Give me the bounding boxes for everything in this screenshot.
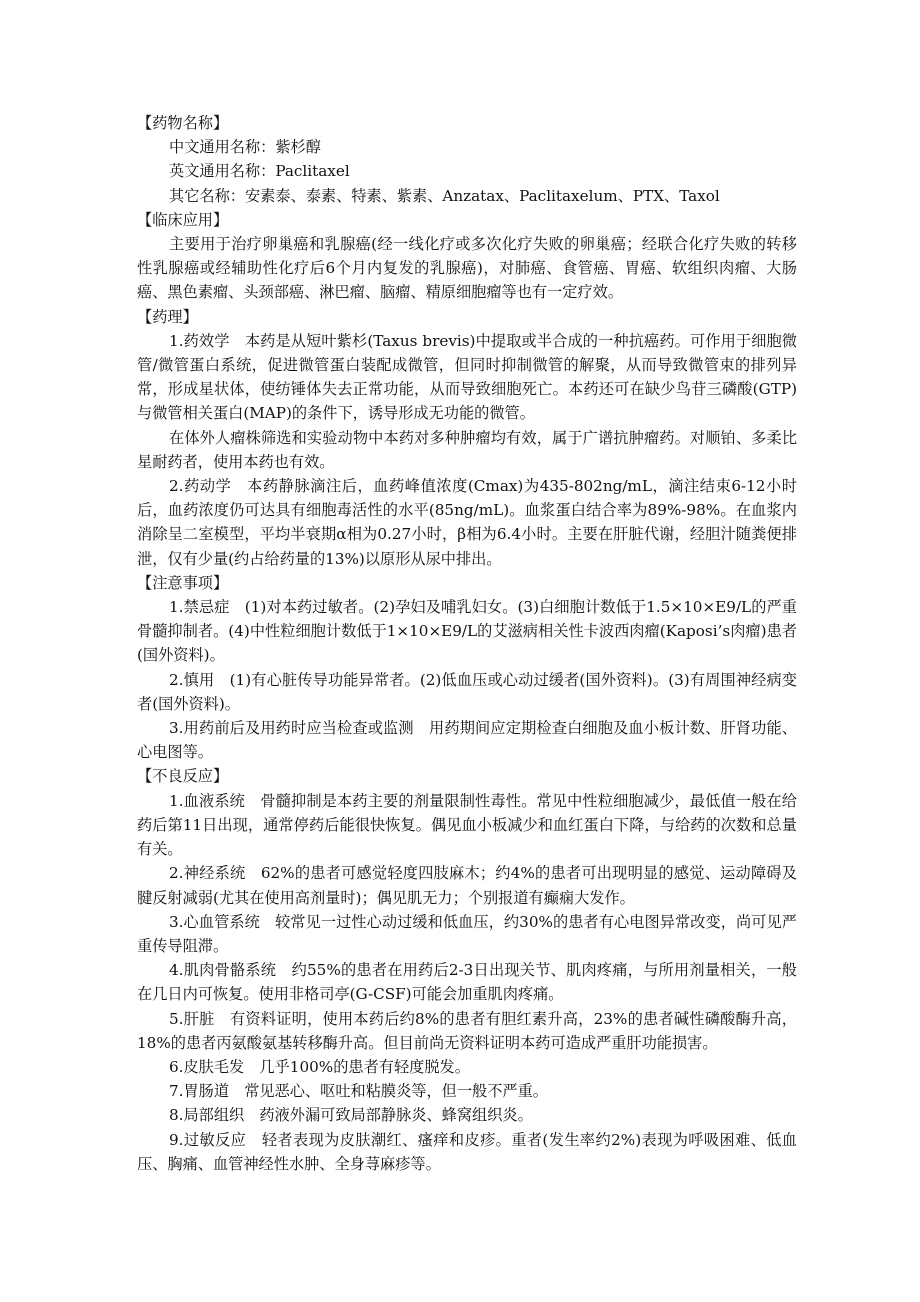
adverse-skin-paragraph: 6.皮肤毛发 几乎100%的患者有轻度脱发。 — [169, 1057, 470, 1076]
pharmacokinetics-paragraph: 2.药动学 本药静脉滴注后，血药峰值浓度(Cmax)为435-802ng/mL，滴注结束6-12小时后，血药浓度仍可达具有细胞毒活性的水平(85ng/mL)。血浆蛋白结合率为89%-98%。在血浆内消除呈二室模型，平均半衰期α相为0.27小时，β相为6.4小时。主要在肝脏代谢，经胆汁随粪便排泄，仅有少量(约占给药量的13%)以原形从尿中排出。 — [137, 477, 797, 568]
section-heading-pharmacology: 【药理】 — [137, 307, 198, 326]
caution-paragraph: 2.慎用 (1)有心脏传导功能异常者。(2)低血压或心动过缓者(国外资料)。(3)有周围神经病变者(国外资料)。 — [137, 670, 797, 713]
monitoring-paragraph: 3.用药前后及用药时应当检查或监测 用药期间应定期检查白细胞及血小板计数、肝肾功能、心电图等。 — [137, 719, 797, 762]
adverse-nervous-paragraph: 2.神经系统 62%的患者可感觉轻度四肢麻木；约4%的患者可出现明显的感觉、运动障碍及腱反射减弱(尤其在使用高剂量时)；偶见肌无力；个别报道有癫痫大发作。 — [137, 864, 797, 907]
adverse-gi-paragraph: 7.胃肠道 常见恶心、呕吐和粘膜炎等，但一般不严重。 — [169, 1082, 548, 1101]
chinese-generic-name: 中文通用名称：紫杉醇 — [169, 138, 321, 157]
section-heading-adverse: 【不良反应】 — [137, 767, 229, 786]
document-page — [137, 111, 797, 1176]
adverse-cardio-paragraph: 3.心血管系统 较常见一过性心动过缓和低血压，约30%的患者有心电图异常改变，尚可见严重传导阻滞。 — [137, 912, 797, 955]
pharmacodynamics-paragraph: 1.药效学 本药是从短叶紫杉(Taxus brevis)中提取或半合成的一种抗癌药。可作用于细胞微管/微管蛋白系统，促进微管蛋白装配成微管，但同时抑制微管的解聚，从而导致微管束的排列异常，形成星状体，使纺锤体失去正常功能，从而导致细胞死亡。本药还可在缺少鸟苷三磷酸(GTP)与微管相关蛋白(MAP)的条件下，诱导形成无功能的微管。 — [137, 331, 797, 423]
adverse-liver-paragraph: 5.肝脏 有资料证明，使用本药后约8%的患者有胆红素升高，23%的患者碱性磷酸酶升高，18%的患者丙氨酸氨基转移酶升高。但目前尚无资料证明本药可造成严重肝功能损害。 — [137, 1009, 797, 1052]
contraindications-paragraph: 1.禁忌症 (1)对本药过敏者。(2)孕妇及哺乳妇女。(3)白细胞计数低于1.5×10×E9/L的严重骨髓抑制者。(4)中性粒细胞计数低于1×10×E9/L的艾滋病相关性卡波西肉瘤(Kaposi’s肉瘤)患者(国外资料)。 — [137, 598, 797, 665]
section-heading-drug-name: 【药物名称】 — [137, 114, 229, 132]
clinical-paragraph: 主要用于治疗卵巢癌和乳腺癌(经一线化疗或多次化疗失败的卵巢癌；经联合化疗失败的转移性乳腺癌或经辅助性化疗后6个月内复发的乳腺癌)，对肺癌、食管癌、胃癌、软组织肉瘤、大肠癌、黑色素瘤、头颈部癌、淋巴瘤、脑瘤、精原细胞瘤等也有一定疗效。 — [137, 235, 797, 302]
in-vitro-paragraph: 在体外人瘤株筛选和实验动物中本药对多种肿瘤均有效，属于广谱抗肿瘤药。对顺铂、多柔比星耐药者，使用本药也有效。 — [137, 428, 797, 471]
adverse-musculoskeletal-paragraph: 4.肌肉骨骼系统 约55%的患者在用药后2-3日出现关节、肌肉疼痛，与所用剂量相关，一般在几日内可恢复。使用非格司亭(G-CSF)可能会加重肌肉疼痛。 — [137, 961, 797, 1004]
adverse-local-paragraph: 8.局部组织 药液外漏可致局部静脉炎、蜂窝组织炎。 — [169, 1106, 533, 1125]
english-generic-name: 英文通用名称：Paclitaxel — [169, 162, 350, 181]
adverse-blood-paragraph: 1.血液系统 骨髓抑制是本药主要的剂量限制性毒性。常见中性粒细胞减少，最低值一般在给药后第11日出现，通常停药后能很快恢复。偶见血小板减少和血红蛋白下降，与给药的次数和总量有关。 — [137, 791, 797, 859]
other-names: 其它名称：安素泰、泰素、特素、紫素、Anzatax、Paclitaxelum、PTX、Taxol — [169, 186, 720, 205]
section-heading-clinical: 【临床应用】 — [137, 210, 229, 229]
adverse-allergy-paragraph: 9.过敏反应 轻者表现为皮肤潮红、瘙痒和皮疹。重者(发生率约2%)表现为呼吸困难、低血压、胸痛、血管神经性水肿、全身荨麻疹等。 — [137, 1130, 797, 1173]
section-heading-precautions: 【注意事项】 — [137, 573, 229, 592]
